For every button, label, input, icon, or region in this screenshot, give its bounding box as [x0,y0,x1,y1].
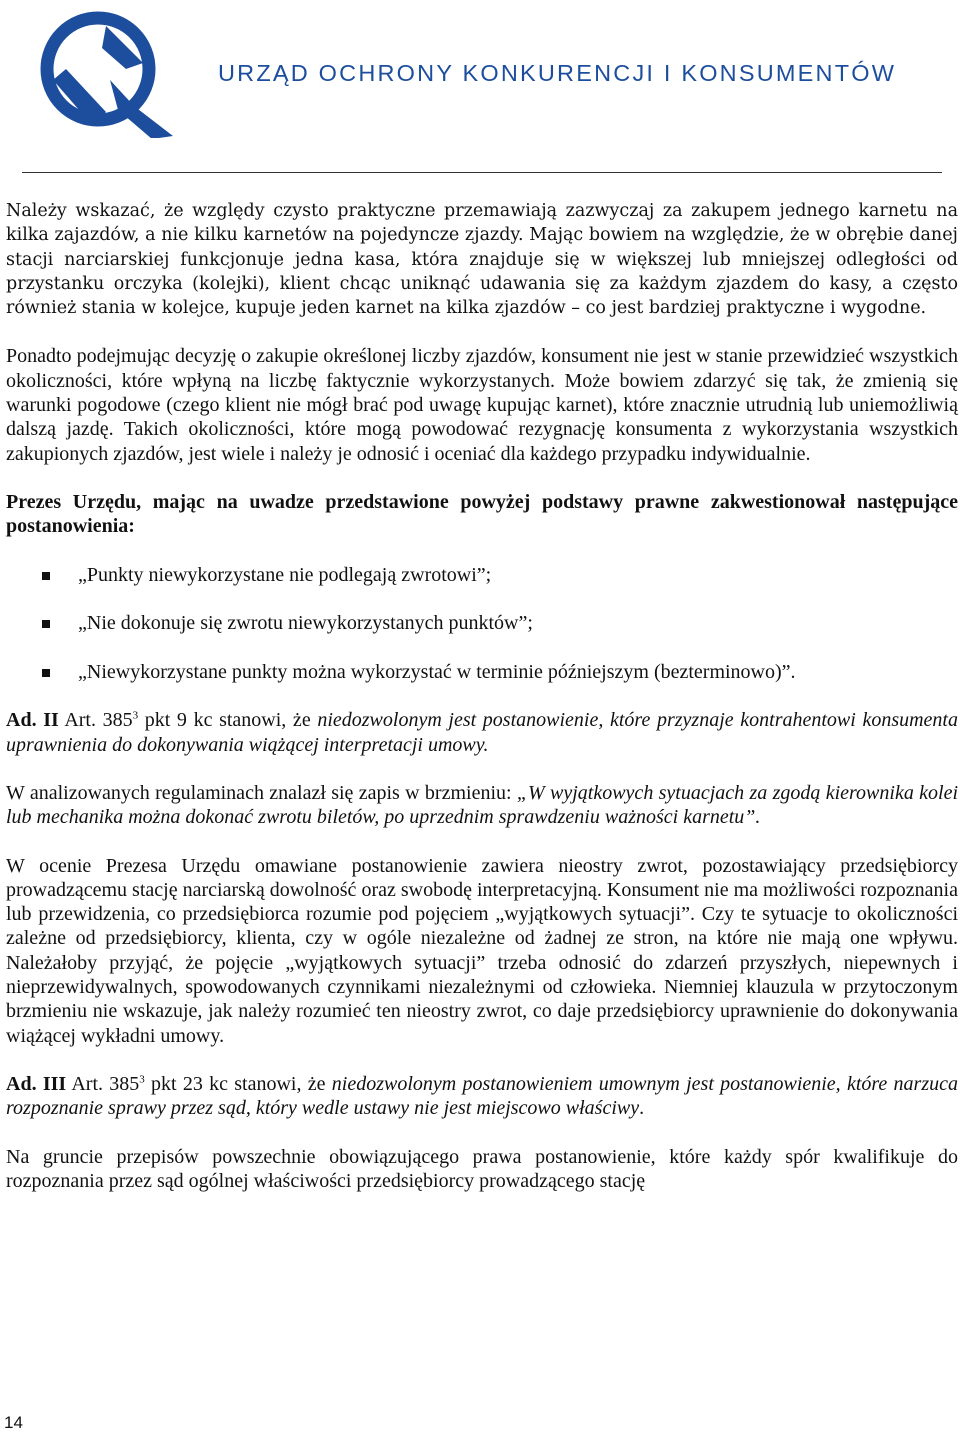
paragraph-2: Ponadto podejmując decyzję o zakupie określonej liczby zjazdów, konsument nie jest w stanie przewidzieć wszystkich okoliczności, które wpłyną na liczbę faktycznie wykorzystanych. Może bowiem zdarzyć się tak, że zmienią się warunki pogodowe (czego klient nie mógł brać pod uwagę kupując karnet), które znacznie utrudnią lub uniemożliwią dalszą jazdę. Takich okoliczności, które mogą powodować rezygnację konsumenta z wykorzystania wszystkich zakupionych zjazdów, jest wiele i należy je odnosić i oceniać dla każdego przypadku indywidualnie. [6,345,958,465]
ad-3-text: pkt 23 kc stanowi, że [144,1072,332,1095]
page-number: 14 [4,1413,23,1432]
list-item-text: „Punkty niewykorzystane nie podlegają zwrotowi”; [78,563,492,586]
bullet-square-icon [42,572,50,580]
paragraph-ad-2 [6,708,958,757]
header-divider [22,172,942,173]
ad-2-superscript: 3 [132,709,139,722]
list-item-text: „Niewykorzystane punkty można wykorzystać w terminie późniejszym (bezterminowo)”. [78,660,796,683]
paragraph-ad-3 [6,1072,958,1121]
ad-3-label: Ad. III [6,1072,67,1095]
paragraph-8: Na gruncie przepisów powszechnie obowiązującego prawa postanowienie, które każdy spór kwalifikuje do rozpoznania przez sąd ogólnej właściwości przedsiębiorcy prowadzącego stację [6,1145,958,1192]
bullet-square-icon [42,669,50,677]
ad-2-text: pkt 9 kc stanowi, że [138,709,318,732]
paragraph-5 [6,781,958,830]
ad-2-label: Ad. II [6,709,59,732]
list-item [6,660,958,684]
ad-3-art: Art. 385 [66,1072,140,1095]
list-item [6,611,958,635]
clause-list [6,563,958,684]
ad-2-quote: niedozwolonym jest postanowienie, które przyznaje kontrahentowi konsumenta uprawnienia do dokonywania wiążącej interpretacji umowy. [6,709,958,756]
uokik-logo-icon [40,8,175,138]
ad-3-superscript: 3 [139,1073,145,1086]
document-body [6,199,958,1217]
office-name: URZĄD OCHRONY KONKURENCJI I KONSUMENTÓW [218,60,897,86]
ad-3-quote: niedozwolonym postanowieniem umownym jest postanowienie, które narzuca rozpoznanie sprawy przez sąd, który wedle ustawy nie jest miejscowo właściwy [6,1072,959,1120]
page-header [0,0,960,180]
paragraph-1: Należy wskazać, że względy czysto praktyczne przemawiają zazwyczaj za zakupem jednego karnetu na kilka zajazdów, a nie kilku karnetów na pojedyncze zjazdy. Mając bowiem na względzie, że w obrębie danej stacji narciarskiej funkcjonuje jedna kasa, która znajduje się w większej lub mniejszej odległości od przystanku orczyka (kolejki), klient chcąc uniknąć udawania się za każdym zjazdem do kasy, a często również stania w kolejce, kupuje jeden karnet na kilka zjazdów – co jest bardziej praktyczne i wygodne. [6,201,958,319]
paragraph-6: W ocenie Prezesa Urzędu omawiane postanowienie zawiera nieostry zwrot, pozostawiający przedsiębiorcy prowadzącemu stację narciarską dowolność oraz swobodę interpretacyjną. Konsument nie ma możliwości rozpoznania lub przewidzenia, co przedsiębiorca rozumie pod pojęciem „wyjątkowych sytuacji”. Czy te sytuacje to okoliczności zależne od przedsiębiorcy, klienta, czy w ogóle niezależne od żadnej ze stron, na które nie mają one wpływu. Należałoby przyjąć, że pojęcie „wyjątkowych sytuacji” trzeba odnosić do zdarzeń przyszłych, niepewnych i nieprzewidywalnych, spowodowanych czynnikami niezależnymi od człowieka. Niemniej klauzula w przytoczonym brzmieniu nie wskazuje, jak należy rozumieć ten nieostry zwrot, co daje przedsiębiorcy uprawnienie do dokonywania wiążącej wykładni umowy. [6,854,958,1047]
list-item [6,563,958,587]
paragraph-5-text: W analizowanych regulaminach znalazł się zapis w brzmieniu: [6,781,517,804]
list-item-text: „Nie dokonuje się zwrotu niewykorzystanych punktów”; [78,612,533,635]
paragraph-5-quote: „W wyjątkowych sytuacjach za zgodą kierownika kolei lub mechanika można dokonać zwrotu biletów, po uprzednim sprawdzeniu ważności karnetu”. [6,781,959,829]
ad-2-art: Art. 385 [58,709,133,732]
bullet-square-icon [42,620,50,628]
ad-3-end: . [639,1097,645,1120]
paragraph-3: Prezes Urzędu, mając na uwadze przedstawione powyżej podstawy prawne zakwestionował następujące postanowienia: [6,490,958,538]
